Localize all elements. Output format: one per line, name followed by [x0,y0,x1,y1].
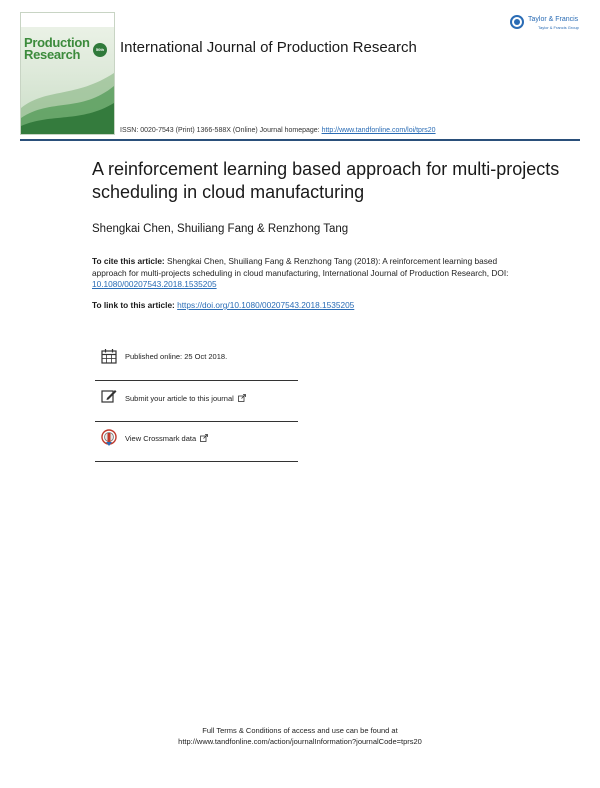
cover-top-band [21,13,114,27]
publisher-logo-name: Taylor & Francis [528,16,579,23]
publisher-logo-sub: Taylor & Francis Group [538,25,579,30]
cite-label: To cite this article: [92,256,165,266]
citation-block [92,256,522,291]
published-date: Published online: 25 Oct 2018. [125,352,228,361]
doi-url-link[interactable]: https://doi.org/10.1080/00207543.2018.1535205 [177,300,355,310]
calendar-icon [101,348,117,364]
header-divider [20,139,580,141]
crossmark-row[interactable] [95,428,298,448]
issn-text: ISSN: 0020-7543 (Print) 1366-588X (Online) Journal homepage: [120,127,322,134]
footer [0,725,600,747]
journal-homepage-link[interactable]: http://www.tandfonline.com/loi/tprs20 [321,127,436,134]
submit-article-label: Submit your article to this journal [125,394,234,403]
link-label: To link to this article: [92,300,178,310]
journal-name: International Journal of Production Research [120,39,417,56]
info-divider [95,380,298,381]
crossmark-label: View Crossmark data [125,434,197,443]
link-line [92,300,354,310]
info-divider [95,461,298,462]
submit-article-link[interactable] [125,394,246,403]
edit-icon [101,388,117,404]
cover-badge: 50th [93,43,107,57]
crossmark-icon [101,429,117,447]
cover-wave-graphic [21,68,114,134]
footer-terms-link[interactable]: http://www.tandfonline.com/action/journalInformation?journalCode=tprs20 [178,737,422,746]
cover-title-line1: Production [24,35,90,50]
publisher-logo-icon [510,15,524,29]
doi-link[interactable]: 10.1080/00207543.2018.1535205 [92,279,217,289]
publisher-logo[interactable] [510,14,588,34]
footer-terms-text: Full Terms & Conditions of access and use can be found at [202,726,398,735]
crossmark-link[interactable] [125,434,208,443]
external-link-icon [238,394,246,402]
published-row [95,347,298,367]
article-title: A reinforcement learning based approach for multi-projects scheduling in cloud manufacturing [92,159,560,202]
external-link-icon [200,434,208,442]
article-authors: Shengkai Chen, Shuiliang Fang & Renzhong Tang [92,223,349,235]
cite-text: Shengkai Chen, Shuiliang Fang & Renzhong Tang (2018): A reinforcement learning based approach for multi-projects scheduling in cloud manufacturing, International Journal of Production Research, DOI: [92,256,509,278]
submit-row[interactable] [95,387,298,407]
info-divider [95,421,298,422]
issn-line [120,127,436,134]
journal-cover [20,12,115,135]
cover-title-line2: Research [24,47,81,62]
